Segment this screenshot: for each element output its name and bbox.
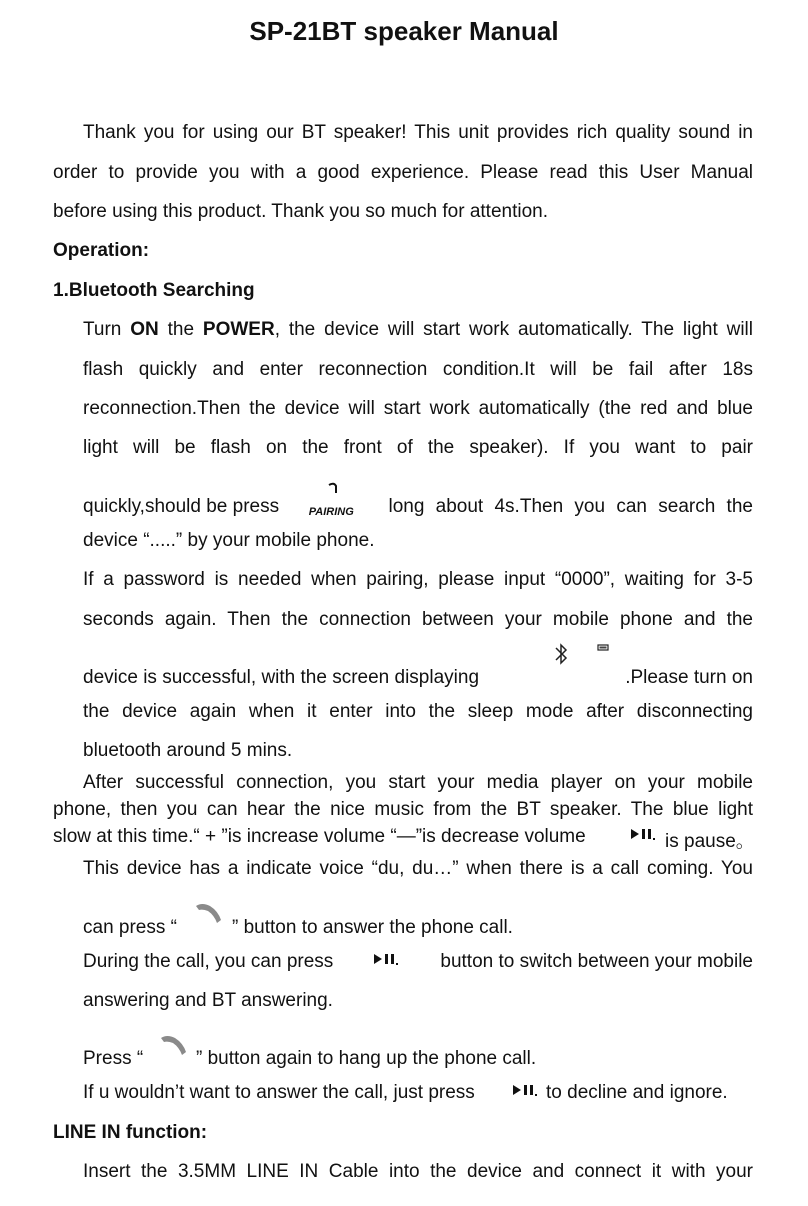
pairing-button-icon — [309, 496, 359, 518]
play-pause-icon — [373, 953, 401, 967]
pairing-label: PAIRING — [308, 506, 354, 518]
play-pause-icon — [630, 828, 658, 842]
call-line-1: This device has a indicate voice “du, du…” when there is a call coming. You — [83, 858, 753, 879]
line-in-heading: LINE IN function: — [53, 1122, 208, 1143]
pairing-arrow-icon — [327, 482, 341, 494]
phone-handset-icon — [190, 902, 224, 928]
text: the — [158, 319, 203, 340]
bt-line-10: the device again when it enter into the sleep mode after disconnecting — [83, 701, 753, 722]
text: Turn — [83, 319, 131, 340]
text: , the device will start work automatically. The light will — [274, 319, 753, 340]
text: long about 4s.Then you can search the — [388, 496, 753, 517]
bt-line-5 — [83, 478, 753, 518]
call-line-2b: ” button to answer the phone call. — [232, 917, 513, 938]
phone-handset-icon — [155, 1034, 189, 1060]
bt-line-7: If a password is needed when pairing, please input “0000”, waiting for 3-5 — [83, 569, 753, 590]
call-line-6b: to decline and ignore. — [546, 1082, 728, 1103]
power-keyword: POWER — [202, 319, 275, 340]
call-line-3a: During the call, you can press — [83, 951, 334, 972]
bt-line-4: light will be flash on the front of the speaker). If you want to pair — [83, 437, 753, 458]
bt-line-8: seconds again. Then the connection between your mobile phone and the — [83, 609, 753, 630]
bt-line-2: flash quickly and enter reconnection condition.It will be fail after 18s — [83, 359, 753, 380]
intro-line-1: Thank you for using our BT speaker! This unit provides rich quality sound in — [83, 122, 753, 143]
bt-line-9b: .Please turn on — [625, 667, 753, 688]
bluetooth-display-icon — [552, 642, 614, 674]
after-line-3b: is pause。 — [665, 831, 755, 852]
intro-line-2: order to provide you with a good experience. Please read this User Manual — [53, 162, 753, 183]
after-line-1: After successful connection, you start your media player on your mobile — [83, 772, 753, 793]
bt-line-3: reconnection.Then the device will start work automatically (the red and blue — [83, 398, 753, 419]
call-line-5a: Press “ — [83, 1048, 144, 1069]
play-pause-icon — [512, 1084, 540, 1098]
bt-line-9a: device is successful, with the screen displaying — [83, 667, 480, 688]
intro-line-3: before using this product. Thank you so much for attention. — [53, 201, 548, 222]
bt-line-11: bluetooth around 5 mins. — [83, 740, 293, 761]
bt-line-1 — [83, 319, 753, 341]
after-line-3a: slow at this time.“ + ”is increase volume “—”is decrease volume — [53, 826, 586, 847]
bt-line-6: device “.....” by your mobile phone. — [83, 530, 375, 551]
page-title: SP-21BT speaker Manual — [249, 16, 559, 46]
operation-heading: Operation: — [53, 240, 150, 261]
call-line-3b: button to switch between your mobile — [440, 951, 753, 972]
after-line-2: phone, then you can hear the nice music from the BT speaker. The blue light — [53, 799, 753, 820]
on-keyword: ON — [130, 319, 159, 340]
bluetooth-searching-heading: 1.Bluetooth Searching — [53, 280, 255, 301]
call-line-6a: If u wouldn’t want to answer the call, just press — [83, 1082, 475, 1103]
call-line-4: answering and BT answering. — [83, 990, 333, 1011]
line-in-line-1: Insert the 3.5MM LINE IN Cable into the device and connect it with your — [83, 1161, 753, 1182]
text: quickly,should be press — [83, 496, 280, 517]
call-line-5b: ” button again to hang up the phone call. — [196, 1048, 537, 1069]
call-line-2a: can press “ — [83, 917, 177, 938]
